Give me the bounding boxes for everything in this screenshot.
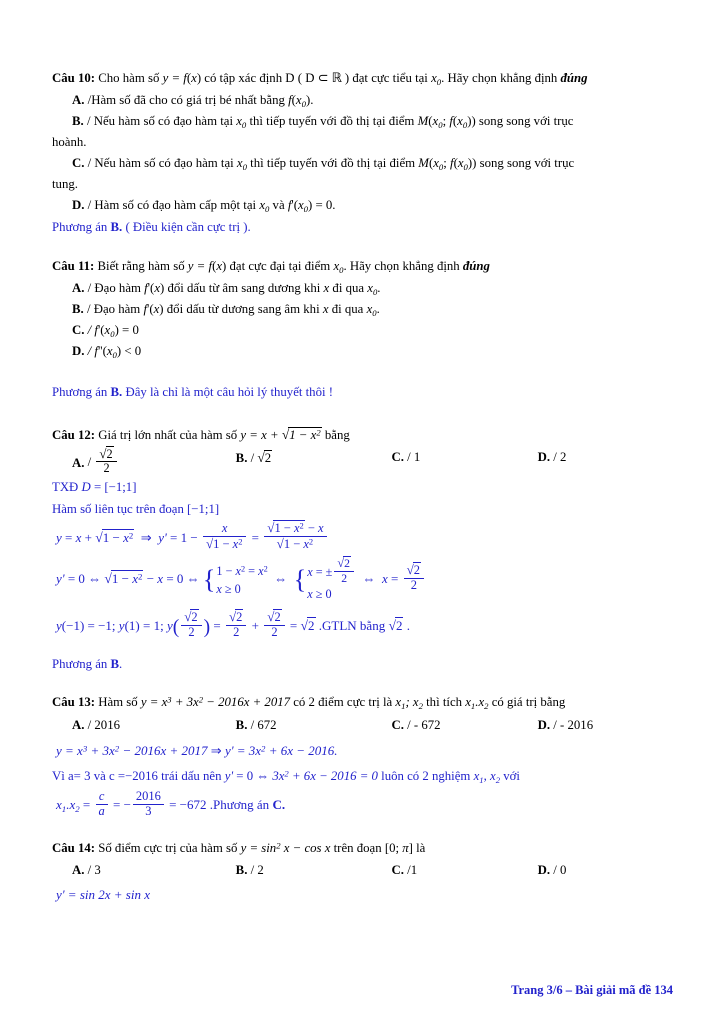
question-12-text-2: bằng bbox=[324, 428, 350, 443]
option-b-math: $M(x_0$; $f(x_0)$) bbox=[417, 113, 476, 130]
option-c-label: C. bbox=[72, 156, 85, 171]
question-13-option-d bbox=[538, 715, 674, 735]
question-10-emphasis: đúng bbox=[560, 71, 588, 85]
option-b-text3: song song với trục bbox=[478, 113, 574, 128]
question-14-option-c bbox=[392, 860, 538, 880]
question-14-step-1: y' = sin 2x + sin x bbox=[56, 887, 150, 903]
question-14-heading bbox=[52, 838, 674, 858]
question-block-13 bbox=[52, 692, 674, 820]
option-a-label: A. bbox=[72, 92, 85, 107]
option-a-var2: $x_0$ bbox=[367, 280, 378, 297]
question-11-emphasis: đúng bbox=[462, 258, 490, 273]
option-a-text3: đi qua bbox=[332, 280, 365, 295]
question-13-math2: $x_1$; $x_2$ bbox=[395, 695, 423, 712]
question-13-math3: $x_1.x_2$ bbox=[465, 695, 489, 712]
question-10-heading bbox=[52, 68, 674, 90]
question-10-option-c-cont: tung. bbox=[52, 177, 78, 192]
option-b-text2: đổi dấu từ dương sang âm khi bbox=[166, 301, 320, 316]
option-c-label: C. bbox=[72, 323, 85, 338]
answer-letter: B bbox=[110, 656, 120, 671]
option-b-var2: $x_0$ bbox=[366, 301, 377, 318]
option-c-math: $M(x_0$; $f(x_0)$) bbox=[418, 156, 477, 172]
option-d-label: D. bbox=[537, 449, 551, 464]
question-10-option-a bbox=[52, 91, 674, 111]
option-a-tail: . bbox=[377, 280, 381, 295]
question-11-math: y = f(x) bbox=[187, 258, 227, 273]
question-12-option-d bbox=[538, 447, 674, 477]
question-13-math: $y = x^3 + 3x^2 - 2016x + 2017$ bbox=[140, 694, 291, 710]
option-a-label: A. bbox=[72, 862, 85, 877]
option-a-tail: . bbox=[310, 92, 314, 107]
question-13-label: Câu 13: bbox=[52, 695, 96, 710]
option-b-var: $x_0$ bbox=[236, 113, 247, 130]
question-10-label: Câu 10: bbox=[52, 71, 96, 85]
question-11-answer bbox=[52, 382, 674, 402]
question-12-heading bbox=[52, 424, 674, 446]
option-a-label: A. bbox=[72, 455, 85, 470]
option-b-label: B. bbox=[72, 301, 84, 316]
question-12-text-1: Giá trị lớn nhất của hàm số bbox=[98, 428, 238, 443]
option-d-label: D. bbox=[537, 718, 551, 733]
option-b-text3: đi qua bbox=[331, 301, 364, 316]
question-12-step-3-tail: .GTLN bằng bbox=[318, 617, 386, 633]
question-13-text-4: có giá trị bằng bbox=[491, 695, 566, 710]
option-d-value: / 2 bbox=[553, 449, 567, 464]
question-11-label: Câu 11: bbox=[52, 258, 95, 273]
question-12-options bbox=[52, 447, 674, 477]
option-c-text: / Nếu hàm số có đạo hàm tại bbox=[87, 156, 234, 171]
option-d-value: / - 2016 bbox=[553, 718, 594, 733]
option-d-math: $f'(x_0) = 0$ bbox=[287, 198, 333, 214]
option-a-value: / 2016 bbox=[87, 718, 121, 733]
question-10-text-1: Cho hàm số bbox=[98, 71, 160, 85]
option-a-label: A. bbox=[72, 718, 85, 733]
option-a-text: /Hàm số đã cho có giá trị bé nhất bằng bbox=[87, 92, 285, 107]
question-11-text-2: đạt cực đại tại điểm bbox=[229, 258, 331, 273]
option-b-label: B. bbox=[235, 450, 248, 465]
option-d-tail: . bbox=[332, 198, 336, 213]
option-b-math: f'(x) bbox=[143, 301, 164, 316]
question-12-continuity-line: Hàm số liên tục trên đoạn [−1;1] bbox=[52, 501, 220, 516]
option-d-label: D. bbox=[72, 198, 85, 213]
option-c-var: $x_0$ bbox=[236, 156, 247, 172]
question-13-text-3: thì tích bbox=[426, 695, 463, 710]
question-12-step-1: $y = x + √1 - x^2$ ⇒ y' = 1 − $\frac{x}{√1 - x^2}$ = $\frac{√1 - x^2 - x}{√1 - x^2}$ bbox=[52, 521, 674, 555]
option-b-value: / 2 bbox=[250, 862, 264, 877]
question-12-answer bbox=[52, 654, 674, 674]
question-block-14 bbox=[52, 838, 674, 908]
question-11-option-d bbox=[52, 342, 674, 362]
answer-note: Đây là chỉ là một câu hỏi lý thuyết thôi ! bbox=[125, 384, 333, 399]
option-c-text2: thì tiếp tuyến với đồ thị tại điểm bbox=[250, 156, 416, 171]
option-c-label: C. bbox=[391, 449, 404, 464]
option-b-text: / Nếu hàm số có đạo hàm tại bbox=[86, 113, 234, 128]
option-a-math: $f(x_0)$ bbox=[288, 92, 311, 109]
question-10-math: y = f(x) bbox=[162, 71, 202, 85]
option-a-text: / Đạo hàm bbox=[87, 280, 141, 295]
question-10-option-b-cont: hoành. bbox=[52, 135, 87, 150]
option-c-label: C. bbox=[391, 718, 404, 733]
option-b-tail: . bbox=[376, 301, 380, 316]
question-12-step-3: y(−1) = −1; y(1) = 1; y( $\frac{√2}{2}$ ) = $\frac{√2}{2}$ + $\frac{√2}{2}$ = √2 .GTLN bằng √2 . bbox=[56, 608, 410, 639]
option-d-text: / Hàm số có đạo hàm cấp một tại bbox=[87, 198, 257, 213]
option-c-value: / - 672 bbox=[407, 718, 441, 733]
option-a-value: / $\frac{√2}{2}$ bbox=[88, 455, 119, 469]
option-b-value: / √2 bbox=[250, 449, 272, 465]
question-13-text-2: có 2 điểm cực trị là bbox=[293, 695, 393, 710]
question-11-option-c bbox=[52, 321, 674, 341]
option-c-value: /1 bbox=[407, 862, 418, 877]
option-c-label: C. bbox=[391, 862, 404, 877]
question-12-math: $y = x + √1 - x^2$ bbox=[240, 427, 321, 443]
option-a-text2: đổi dấu từ âm sang dương khi bbox=[167, 280, 321, 295]
question-10-var: $x_0$ bbox=[431, 71, 442, 87]
option-b-label: B. bbox=[72, 113, 84, 128]
option-a-math: f'(x) bbox=[144, 280, 165, 295]
option-b-value: / 672 bbox=[250, 718, 277, 733]
answer-letter: C. bbox=[272, 797, 286, 813]
question-13-step-1: $y = x^3 + 3x^2 - 2016x + 2017$ ⇒ $y' = 3x^2 + 6x - 2016$. bbox=[56, 742, 338, 758]
question-14-text-2: trên đoạn bbox=[333, 841, 382, 856]
answer-letter: B. bbox=[110, 384, 123, 399]
question-block-11 bbox=[52, 256, 674, 402]
question-block-12 bbox=[52, 424, 674, 674]
option-c-text3: song song với trục bbox=[479, 156, 575, 171]
question-12-option-a bbox=[72, 447, 236, 477]
page-footer: Trang 3/6 – Bài giải mã đề 134 bbox=[511, 983, 673, 997]
question-11-text-3: . Hãy chọn khẳng định bbox=[343, 258, 460, 273]
option-a-var: x bbox=[323, 280, 330, 295]
question-10-option-b bbox=[52, 112, 674, 132]
option-c-math: / $f'(x_0) = 0$ bbox=[87, 323, 139, 339]
question-13-option-b bbox=[236, 715, 392, 735]
question-11-text-1: Biết rằng hàm số bbox=[97, 258, 185, 273]
option-a-value: / 3 bbox=[87, 862, 101, 877]
question-10-option-c bbox=[52, 154, 674, 174]
option-b-text: / Đạo hàm bbox=[86, 301, 141, 316]
option-d-math: / $f''(x_0) < 0$ bbox=[87, 344, 142, 361]
answer-prefix: Phương án bbox=[52, 220, 108, 235]
question-14-option-d bbox=[538, 860, 674, 880]
question-13-step-2: Vì a= 3 và c =−2016 trái dấu nên y' = 0 ⇔ $3x^2 + 6x - 2016 = 0$ luôn có 2 nghiệm $x_1$, $x_2$ với bbox=[52, 767, 520, 785]
question-block-10 bbox=[52, 68, 674, 238]
document-content bbox=[52, 68, 674, 912]
option-d-label: D. bbox=[72, 344, 85, 359]
question-14-label: Câu 14: bbox=[52, 841, 96, 856]
question-14-text-3: là bbox=[416, 841, 426, 856]
question-13-heading bbox=[52, 692, 674, 714]
question-13-option-a bbox=[72, 715, 236, 735]
option-c-value: / 1 bbox=[407, 449, 421, 464]
question-12-option-b bbox=[236, 447, 392, 477]
question-11-var: $x_0$ bbox=[333, 258, 344, 275]
question-11-heading bbox=[52, 256, 674, 278]
question-13-option-c bbox=[392, 715, 538, 735]
option-b-label: B. bbox=[235, 862, 248, 877]
question-14-options bbox=[52, 860, 674, 880]
question-10-option-d bbox=[52, 196, 674, 216]
question-12-option-c bbox=[392, 447, 538, 477]
question-14-option-a bbox=[72, 860, 236, 880]
question-12-domain-line: TXĐ D = [−1;1] bbox=[52, 480, 137, 495]
option-d-text2: và bbox=[272, 198, 285, 213]
question-13-text-1: Hàm số bbox=[98, 695, 138, 710]
answer-tail: . bbox=[119, 656, 123, 671]
option-d-label: D. bbox=[537, 862, 551, 877]
answer-letter: B. bbox=[110, 220, 123, 235]
question-14-math: $y = \sin^2 x - \cos x$ bbox=[240, 840, 331, 856]
question-14-text-1: Số điểm cực trị của hàm số bbox=[98, 841, 238, 856]
question-14-option-b bbox=[236, 860, 392, 880]
question-11-option-a bbox=[52, 279, 674, 299]
question-12-label: Câu 12: bbox=[52, 428, 96, 443]
question-10-text-2: có tập xác định D ( D ⊂ ℝ ) đạt cực tiểu tại bbox=[204, 71, 428, 85]
option-d-var: $x_0$ bbox=[259, 198, 270, 214]
option-a-label: A. bbox=[72, 280, 85, 295]
question-13-step-3: $x_1.x_2$ = $\frac{c}{a}$ = − $\frac{2016}{3}$ = −672 .Phương án C. bbox=[56, 789, 286, 819]
answer-prefix: Phương án bbox=[52, 384, 108, 399]
option-d-value: / 0 bbox=[553, 862, 567, 877]
question-10-text-3: . Hãy chọn khẳng định bbox=[441, 71, 558, 85]
question-10-answer bbox=[52, 217, 674, 237]
option-b-text2: thì tiếp tuyến với đồ thị tại điểm bbox=[249, 113, 415, 128]
question-11-option-b bbox=[52, 300, 674, 320]
question-14-math2: [0; π] bbox=[384, 841, 413, 856]
question-12-step-2: y' = 0 ⇔ $√1 - x^2 - x = 0$ ⇔ {$1 - x^2 = x^2$ x ≥ 0 ⇔ {x = ± $\frac{√2}{2}$ x ≥ 0 ⇔ x = $\frac{√2}{2}$ bbox=[52, 557, 674, 603]
answer-prefix: Phương án bbox=[52, 656, 108, 671]
question-13-options bbox=[52, 715, 674, 735]
answer-note: ( Điều kiện cần cực trị ). bbox=[125, 220, 251, 235]
option-b-var: x bbox=[322, 301, 329, 316]
option-b-label: B. bbox=[235, 718, 248, 733]
